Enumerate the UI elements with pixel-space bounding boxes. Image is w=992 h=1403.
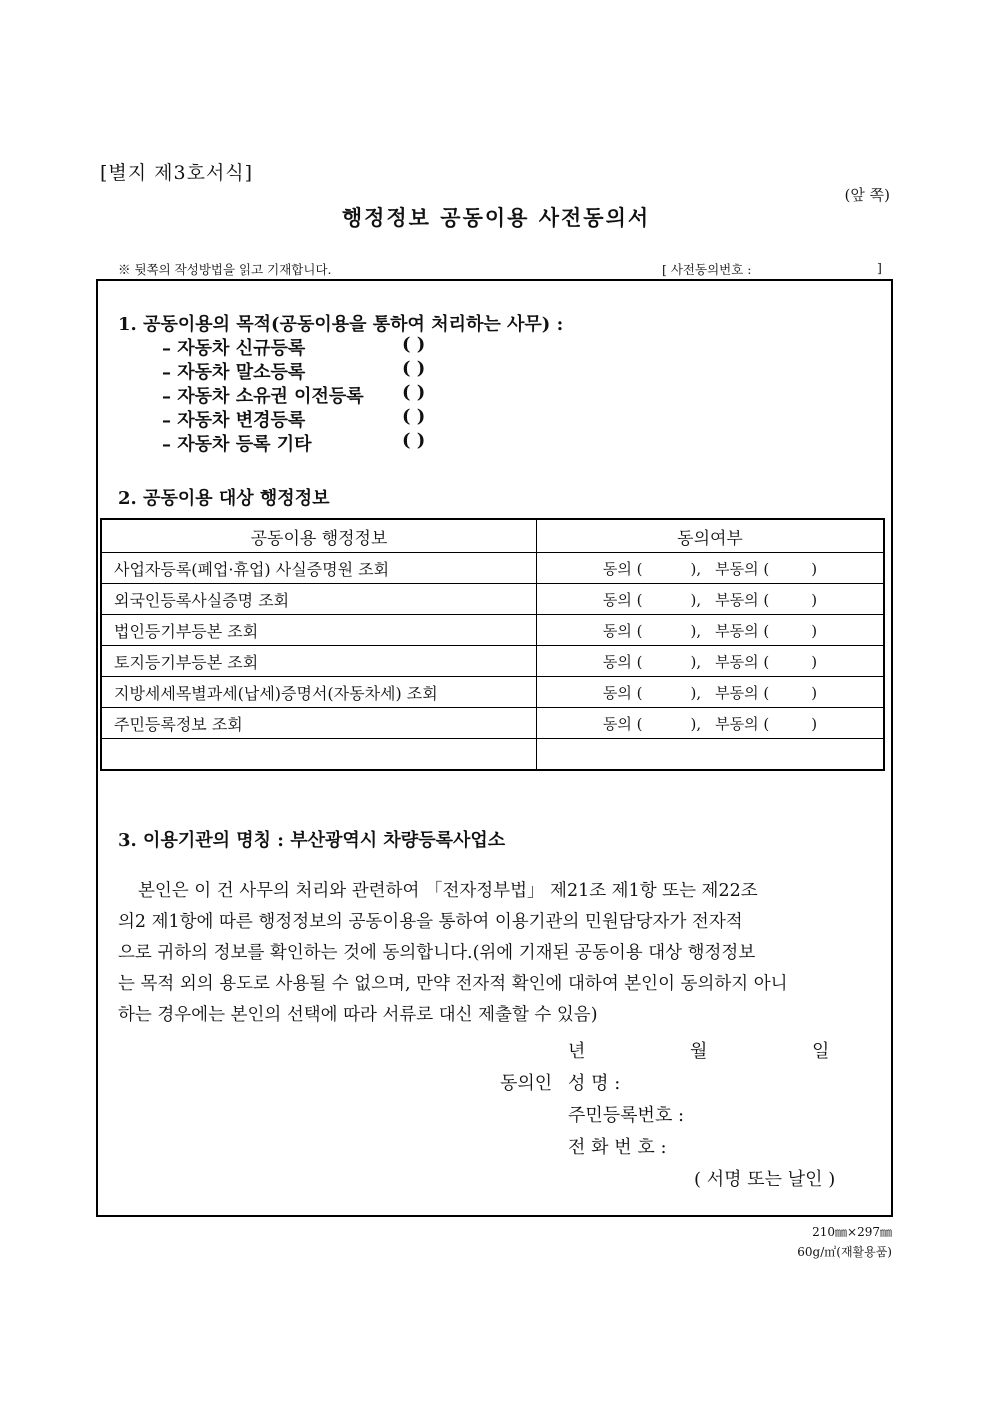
purpose-check[interactable]: ( ) bbox=[402, 358, 426, 379]
purpose-item: – 자동차 소유권 이전등록 bbox=[162, 386, 364, 407]
agree-label: 동의 ( bbox=[602, 714, 643, 733]
year-label: 년 bbox=[568, 1041, 586, 1062]
table-row-empty bbox=[101, 739, 884, 771]
statement-line: 본인은 이 건 사무의 처리와 관련하여 「전자정부법」 제21조 제1항 또는 제22조 bbox=[138, 881, 758, 901]
agree-label: 동의 ( bbox=[602, 652, 643, 671]
close-paren: ) bbox=[811, 559, 818, 578]
consent-cell[interactable] bbox=[537, 584, 885, 615]
consent-number-bracket: ] bbox=[877, 260, 882, 275]
section3-title: 3. 이용기관의 명칭 : 부산광역시 차량등록사업소 bbox=[118, 830, 506, 851]
purpose-item: – 자동차 신규등록 bbox=[162, 338, 306, 359]
info-name-cell: 지방세세목별과세(납세)증명서(자동차세) 조회 bbox=[101, 677, 537, 708]
purpose-check[interactable]: ( ) bbox=[402, 382, 426, 403]
column-header-consent: 동의여부 bbox=[537, 519, 885, 553]
admin-info-table bbox=[100, 518, 885, 771]
seal-note: ( 서명 또는 날인 ) bbox=[694, 1169, 836, 1190]
paper-weight-note: 60g/㎡(재활용품) bbox=[797, 1245, 892, 1259]
statement-line: 하는 경우에는 본인의 선택에 따라 서류로 대신 제출할 수 있음) bbox=[118, 1005, 598, 1025]
month-label: 월 bbox=[690, 1041, 708, 1062]
disagree-label: 부동의 ( bbox=[715, 590, 770, 609]
separator: ), bbox=[690, 714, 702, 733]
close-paren: ) bbox=[811, 621, 818, 640]
consenter-label: 동의인 bbox=[500, 1073, 553, 1094]
disagree-label: 부동의 ( bbox=[715, 652, 770, 671]
separator: ), bbox=[690, 559, 702, 578]
info-name-cell: 토지등기부등본 조회 bbox=[101, 646, 537, 677]
document-title: 행정정보 공동이용 사전동의서 bbox=[341, 205, 651, 230]
purpose-item: – 자동차 등록 기타 bbox=[162, 434, 312, 455]
separator: ), bbox=[690, 621, 702, 640]
form-label: [별지 제3호서식] bbox=[100, 162, 254, 184]
info-name-cell: 사업자등록(폐업·휴업) 사실증명원 조회 bbox=[101, 553, 537, 584]
agree-label: 동의 ( bbox=[602, 559, 643, 578]
table-row bbox=[101, 708, 884, 739]
section2-title: 2. 공동이용 대상 행정정보 bbox=[118, 488, 330, 509]
close-paren: ) bbox=[811, 714, 818, 733]
purpose-check[interactable]: ( ) bbox=[402, 334, 426, 355]
agree-label: 동의 ( bbox=[602, 590, 643, 609]
disagree-label: 부동의 ( bbox=[715, 559, 770, 578]
purpose-item: – 자동차 말소등록 bbox=[162, 362, 306, 383]
consent-number-field[interactable] bbox=[662, 260, 882, 278]
close-paren: ) bbox=[811, 590, 818, 609]
table-row bbox=[101, 553, 884, 584]
disagree-label: 부동의 ( bbox=[715, 683, 770, 702]
name-field[interactable]: 성 명 : bbox=[568, 1073, 621, 1094]
section1-title: 1. 공동이용의 목적(공동이용을 통하여 처리하는 사무) : bbox=[118, 314, 564, 335]
close-paren: ) bbox=[811, 683, 818, 702]
separator: ), bbox=[690, 590, 702, 609]
info-name-cell: 주민등록정보 조회 bbox=[101, 708, 537, 739]
purpose-item: – 자동차 변경등록 bbox=[162, 410, 306, 431]
empty-info-cell[interactable] bbox=[101, 739, 537, 771]
table-row bbox=[101, 615, 884, 646]
info-name-cell: 법인등기부등본 조회 bbox=[101, 615, 537, 646]
disagree-label: 부동의 ( bbox=[715, 714, 770, 733]
separator: ), bbox=[690, 652, 702, 671]
close-paren: ) bbox=[811, 652, 818, 671]
empty-consent-cell[interactable] bbox=[537, 739, 885, 771]
statement-line: 으로 귀하의 정보를 확인하는 것에 동의합니다.(위에 기재된 공동이용 대상 행정정보 bbox=[118, 943, 756, 963]
info-name-cell: 외국인등록사실증명 조회 bbox=[101, 584, 537, 615]
consent-number-label: [ 사전동의번호 : bbox=[662, 262, 752, 277]
separator: ), bbox=[690, 683, 702, 702]
table-header-row bbox=[101, 519, 884, 553]
instruction-note: ※ 뒷쪽의 작성방법을 읽고 기재합니다. bbox=[118, 262, 332, 277]
consent-cell[interactable] bbox=[537, 553, 885, 584]
consent-cell[interactable] bbox=[537, 708, 885, 739]
statement-line: 는 목적 외의 용도로 사용될 수 없으며, 만약 전자적 확인에 대하여 본인이 동의하지 아니 bbox=[118, 974, 788, 994]
consent-cell[interactable] bbox=[537, 677, 885, 708]
consent-statement bbox=[118, 876, 892, 1031]
phone-field[interactable]: 전 화 번 호 : bbox=[568, 1137, 667, 1158]
consent-cell[interactable] bbox=[537, 615, 885, 646]
agree-label: 동의 ( bbox=[602, 621, 643, 640]
paper-size-note: 210㎜×297㎜ bbox=[812, 1225, 892, 1239]
agree-label: 동의 ( bbox=[602, 683, 643, 702]
page-side-label: (앞 쪽) bbox=[844, 186, 890, 204]
disagree-label: 부동의 ( bbox=[715, 621, 770, 640]
purpose-check[interactable]: ( ) bbox=[402, 406, 426, 427]
consent-cell[interactable] bbox=[537, 646, 885, 677]
table-row bbox=[101, 646, 884, 677]
table-row bbox=[101, 584, 884, 615]
purpose-check[interactable]: ( ) bbox=[402, 430, 426, 451]
column-header-info: 공동이용 행정정보 bbox=[101, 519, 537, 553]
table-row bbox=[101, 677, 884, 708]
statement-line: 의2 제1항에 따른 행정정보의 공동이용을 통하여 이용기관의 민원담당자가 전자적 bbox=[118, 912, 743, 932]
day-label: 일 bbox=[812, 1041, 830, 1062]
resident-number-field[interactable]: 주민등록번호 : bbox=[568, 1105, 685, 1126]
